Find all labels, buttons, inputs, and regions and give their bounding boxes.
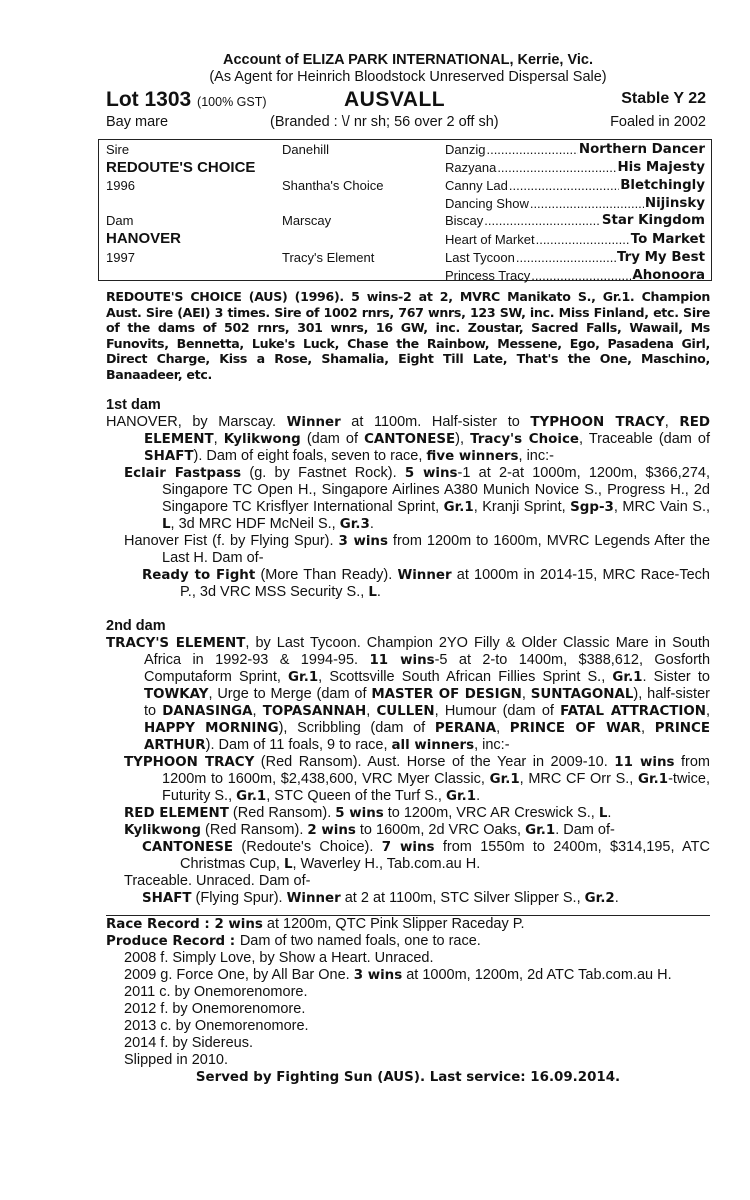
produce-entry: 2008 f. Simply Love, by Show a Heart. Unraced.: [124, 949, 434, 966]
progeny-entry: Eclair Fastpass (g. by Fastnet Rock). 5 wins-1 at 2-at 1000m, 1200m, $366,274, Singapore TC Open H., Singapore Airlines A380 Munich Novice S., Progress H., 2d Singapore TC Krisflyer International Sprint, Gr.1, Kranji Sprint, Sgp-3, MRC Vain S., L, 3d MRC HDF McNeil S., Gr.3.: [124, 464, 711, 532]
produce-entry: 2013 c. by Onemorenomore.: [124, 1017, 309, 1034]
produce-entry: 2014 f. by Sidereus.: [124, 1034, 253, 1051]
produce-entry: 2012 f. by Onemorenomore.: [124, 1000, 306, 1017]
produce-record: Produce Record : Dam of two named foals, one to race.: [106, 932, 481, 949]
progeny-entry: CANTONESE (Redoute's Choice). 7 wins from 1550m to 2400m, $314,195, ATC Christmas Cup, L, Waverley H., Tab.com.au H.: [142, 838, 710, 872]
horse-brand: (Branded : \/ nr sh; 56 over 2 off sh): [270, 114, 499, 130]
progeny-entry: SHAFT (Flying Spur). Winner at 2 at 1100m, STC Silver Slipper S., Gr.2.: [142, 889, 619, 906]
dam-name: HANOVER: [106, 230, 182, 247]
ancestor-row: Biscay ..... Star Kingdom: [445, 212, 705, 230]
vendor-account: Account of ELIZA PARK INTERNATIONAL, Kerrie, Vic.: [222, 52, 594, 68]
sire-year: 1996: [106, 178, 135, 193]
progeny-entry: TYPHOON TRACY (Red Ransom). Aust. Horse of the Year in 2009-10. 11 wins from 1200m to 1600m, $2,438,600, VRC Myer Classic, Gr.1, MRC CF Orr S., Gr.1-twice, Futurity S., Gr.1, STC Queen of the Turf S., Gr.1.: [124, 753, 710, 804]
foaled-year: Foaled in 2002: [610, 114, 706, 130]
ancestor-row: Dancing Show ..... Nijinsky: [445, 195, 705, 213]
gst-note: (100% GST): [197, 95, 267, 109]
progeny-entry: Kylikwong (Red Ransom). 2 wins to 1600m, 2d VRC Oaks, Gr.1. Dam of-: [124, 821, 615, 838]
ancestor-row: Canny Lad ..... Bletchingly: [445, 177, 705, 195]
progeny-entry: Hanover Fist (f. by Flying Spur). 3 wins from 1200m to 1600m, MVRC Legends After the Last H. Dam of-: [124, 532, 711, 566]
sire-sire: Danehill: [282, 142, 329, 157]
stable-number: Stable Y 22: [621, 90, 706, 107]
progeny-entry: RED ELEMENT (Red Ransom). 5 wins to 1200m, VRC AR Creswick S., L.: [124, 804, 612, 821]
progeny-entry: Traceable. Unraced. Dam of-: [124, 872, 311, 889]
dam-label: Dam: [106, 213, 134, 228]
produce-entry: Slipped in 2010.: [124, 1051, 228, 1068]
pedigree-table: [98, 139, 712, 281]
first-dam-heading: 1st dam: [106, 396, 161, 413]
catalogue-page: [106, 52, 710, 1086]
second-dam-heading: 2nd dam: [106, 617, 166, 634]
horse-sex: Bay mare: [106, 114, 169, 130]
first-dam-paragraph: HANOVER, by Marscay. Winner at 1100m. Half-sister to TYPHOON TRACY, RED ELEMENT, Kylikwong (dam of CANTONESE), Tracy's Choice, Traceable (dam of SHAFT). Dam of eight foals, seven to race, five winners, inc:-: [106, 413, 711, 464]
lot-number: Lot 1303 (100% GST): [106, 88, 267, 111]
horse-info-line: [106, 114, 710, 133]
produce-entry: 2011 c. by Onemorenomore.: [124, 983, 308, 1000]
produce-entry: 2009 g. Force One, by All Bar One. 3 wins at 1000m, 1200m, 2d ATC Tab.com.au H.: [124, 966, 672, 983]
sire-dam: Shantha's Choice: [282, 178, 384, 193]
ancestor-row: Razyana ..... His Majesty: [445, 159, 705, 177]
lot-line: [106, 88, 710, 112]
ancestor-row: Last Tycoon ..... Try My Best: [445, 249, 705, 267]
ancestor-row: Heart of Market ..... To Market: [445, 231, 705, 249]
sire-summary: REDOUTE'S CHOICE (AUS) (1996). 5 wins-2 at 2, MVRC Manikato S., Gr.1. Champion Aust. Sire (AEI) 3 times. Sire of 1002 rnrs, 767 wnrs, 123 SW, inc. Miss Finland, etc. Sire of the dams of 502 rnrs, 301 wnrs, 16 GW, inc. Zoustar, Sacred Falls, Wawail, Ms Funovits, Bennetta, Luke's Luck, Chase the Rainbow, Messene, Ego, Pasadena Girl, Direct Charge, Kiss a Rose, Shamalia, Eight Till Late, That's the One, Maschino, Banaadeer, etc.: [106, 289, 710, 382]
service-note: Served by Fighting Sun (AUS). Last service: 16.09.2014.: [195, 1069, 621, 1085]
ancestor-row: Danzig ..... Northern Dancer: [445, 141, 705, 159]
dam-year: 1997: [106, 250, 135, 265]
progeny-entry: Ready to Fight (More Than Ready). Winner at 1000m in 2014-15, MRC Race-Tech P., 3d VRC MSS Security S., L.: [142, 566, 710, 600]
dam-dam: Tracy's Element: [282, 250, 375, 265]
horse-name: AUSVALL: [344, 88, 446, 111]
race-record: Race Record : 2 wins at 1200m, QTC Pink Slipper Raceday P.: [106, 915, 525, 932]
second-dam-paragraph: TRACY'S ELEMENT, by Last Tycoon. Champion 2YO Filly & Older Classic Mare in South Africa in 1992-93 & 1994-95. 11 wins-5 at 2-to 1400m, $388,612, Gosforth Computaform Sprint, Gr.1, Scottsville South African Fillies Sprint S., Gr.1. Sister to TOWKAY, Urge to Merge (dam of MASTER OF DESIGN, SUNTAGONAL), half-sister to DANASINGA, TOPASANNAH, CULLEN, Humour (dam of FATAL ATTRACTION, HAPPY MORNING), Scribbling (dam of PERANA, PRINCE OF WAR, PRINCE ARTHUR). Dam of 11 foals, 9 to race, all winners, inc:-: [106, 634, 711, 753]
agent-note: (As Agent for Heinrich Bloodstock Unreserved Dispersal Sale): [209, 69, 607, 85]
dam-sire: Marscay: [282, 213, 332, 228]
ancestor-row: Princess Tracy ..... Ahonoora: [445, 267, 705, 285]
sire-name: REDOUTE'S CHOICE: [106, 159, 256, 176]
sire-label: Sire: [106, 142, 130, 157]
